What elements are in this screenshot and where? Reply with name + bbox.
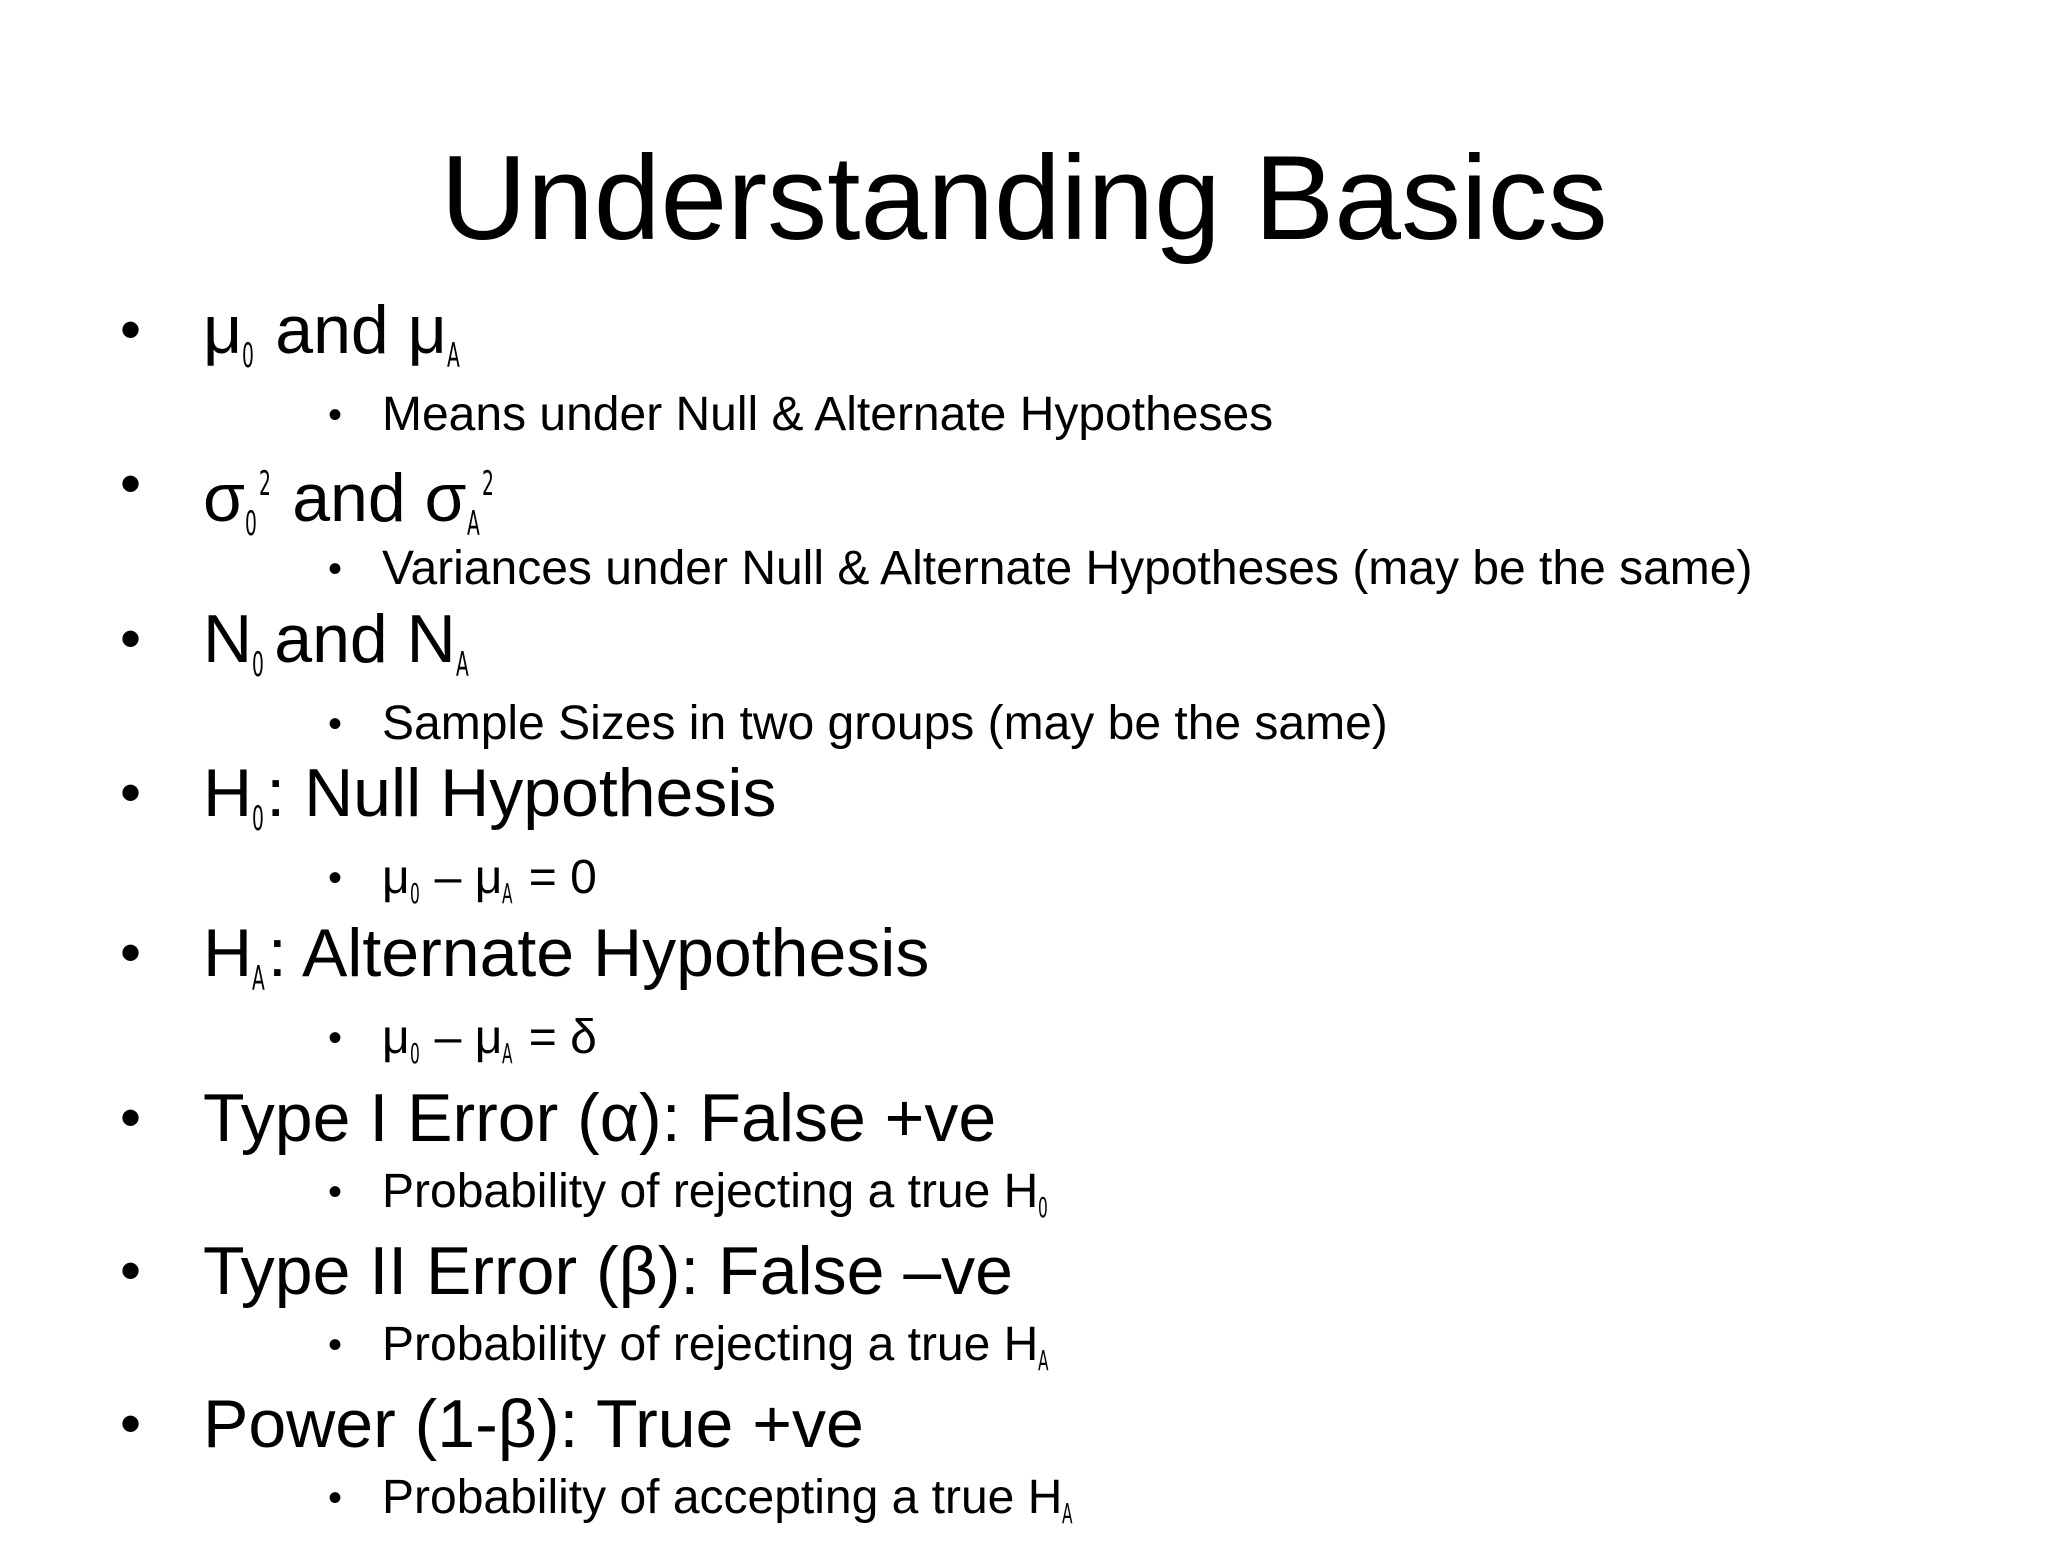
bullet-text: Type I Error (α): False +ve xyxy=(203,1080,997,1156)
bullet-text: N0 and NA xyxy=(203,601,469,685)
bullet-icon: • xyxy=(120,759,142,826)
sub-bullet-text: μ0 – μA = 0 xyxy=(382,851,597,910)
bullet-icon: • xyxy=(328,1323,343,1367)
sub-bullet-text: μ0 – μA = δ xyxy=(382,1011,597,1070)
page-title: Understanding Basics xyxy=(440,131,1608,265)
bullet-icon: • xyxy=(328,1170,343,1214)
bullet-icon: • xyxy=(328,1476,343,1520)
sub-bullet-text: Variances under Null & Alternate Hypotheses (may be the same) xyxy=(382,542,1753,595)
bullet-icon: • xyxy=(120,1084,142,1151)
sub-bullet-text: Probability of rejecting a true HA xyxy=(382,1318,1049,1377)
bullet-text: Power (1-β): True +ve xyxy=(203,1386,864,1462)
bullet-text: σ02 and σA2 xyxy=(203,460,495,544)
sub-bullet-text: Means under Null & Alternate Hypotheses xyxy=(382,388,1274,441)
bullet-icon: • xyxy=(120,605,142,672)
sub-bullet-text: Sample Sizes in two groups (may be the same) xyxy=(382,697,1388,750)
bullet-text: HA: Alternate Hypothesis xyxy=(203,915,930,999)
bullet-icon: • xyxy=(120,296,142,363)
bullet-icon: • xyxy=(328,856,343,900)
bullet-icon: • xyxy=(328,547,343,591)
bullet-icon: • xyxy=(120,1237,142,1304)
bullet-icon: • xyxy=(328,702,343,746)
bullet-icon: • xyxy=(328,1016,343,1060)
sub-bullet-text: Probability of rejecting a true H0 xyxy=(382,1165,1049,1224)
bullet-text: μ0 and μA xyxy=(203,292,460,376)
bullet-icon: • xyxy=(120,450,142,517)
sub-bullet-text: Probability of accepting a true HA xyxy=(382,1471,1073,1530)
bullet-text: Type II Error (β): False –ve xyxy=(203,1233,1013,1309)
bullet-icon: • xyxy=(120,1390,142,1457)
bullet-icon: • xyxy=(120,919,142,986)
bullet-text: H0: Null Hypothesis xyxy=(203,755,777,839)
bullet-icon: • xyxy=(328,393,343,437)
